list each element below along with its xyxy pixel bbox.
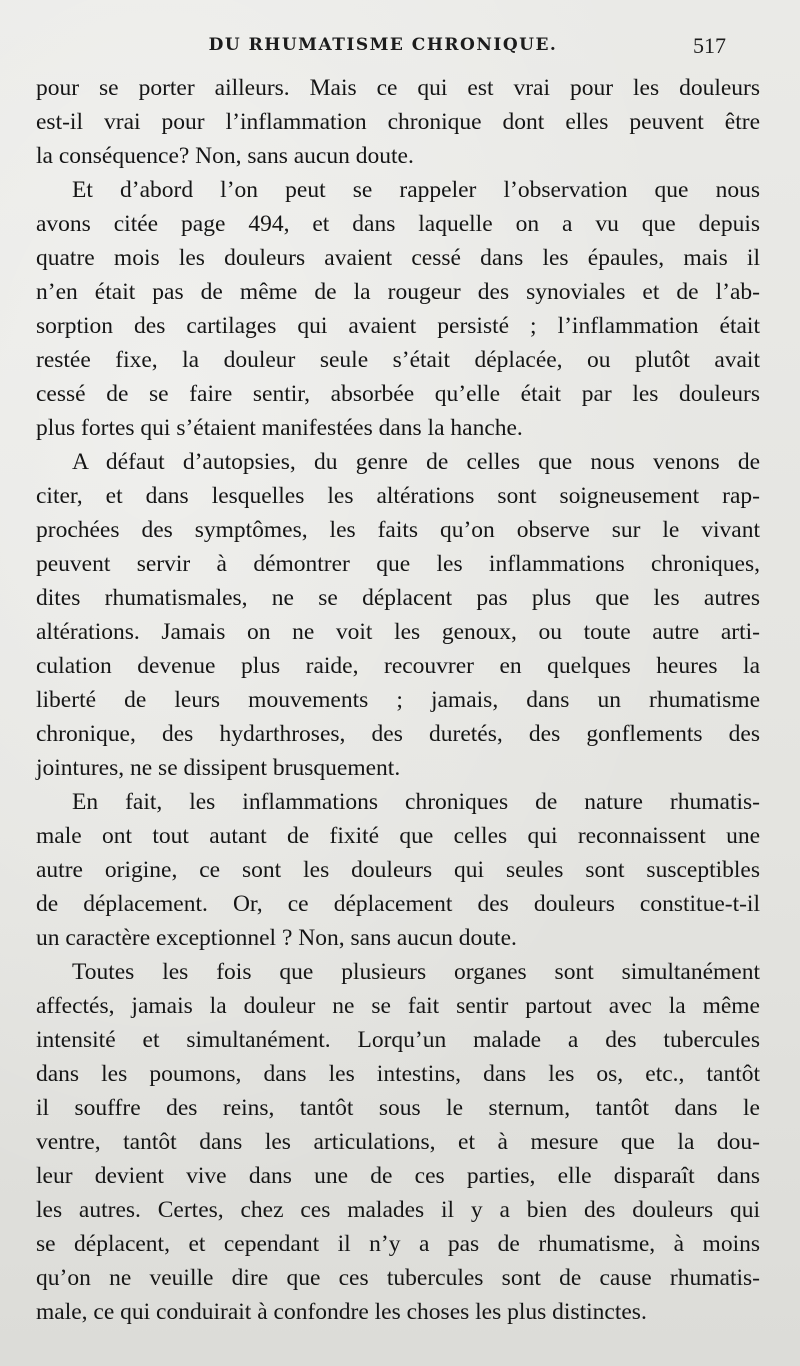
paragraph (36, 71, 760, 173)
text-line: pour se porter ailleurs. Mais ce qui est vrai pour les douleurs (36, 75, 760, 101)
text-line: la conséquence? Non, sans aucun doute. (36, 143, 414, 169)
text-line: n’en était pas de même de la rougeur des synoviales et de l’ab- (36, 279, 760, 305)
text-line: Et d’abord l’on peut se rappeler l’observation que nous (72, 177, 760, 203)
text-line: cessé de se faire sentir, absorbée qu’elle était par les douleurs (36, 381, 760, 407)
running-head: DU RHUMATISME CHRONIQUE. (208, 35, 558, 55)
text-line: se déplacent, et cependant il n’y a pas de rhumatisme, à moins (36, 1231, 760, 1257)
page-number: 517 (693, 33, 726, 58)
text-line: male, ce qui conduirait à confondre les choses les plus distinctes. (36, 1299, 647, 1325)
text-line: dites rhumatismales, ne se déplacent pas plus que les autres (36, 585, 760, 611)
paragraph (36, 785, 760, 955)
text-line: leur devient vive dans une de ces parties, elle disparaît dans (36, 1163, 760, 1189)
text-line: les autres. Certes, chez ces malades il y a bien des douleurs qui (36, 1197, 760, 1223)
text-line: il souffre des reins, tantôt sous le sternum, tantôt dans le (36, 1095, 760, 1121)
text-line: avons citée page 494, et dans laquelle on a vu que depuis (36, 211, 760, 237)
text-line: citer, et dans lesquelles les altérations sont soigneusement rap- (36, 483, 760, 509)
text-line: restée fixe, la douleur seule s’était déplacée, ou plutôt avait (36, 347, 760, 373)
text-line: plus fortes qui s’étaient manifestées dans la hanche. (36, 415, 523, 441)
page-header (40, 33, 726, 63)
text-line: altérations. Jamais on ne voit les genoux, ou toute autre arti- (36, 619, 760, 645)
text-line: sorption des cartilages qui avaient persisté ; l’inflammation était (36, 313, 760, 339)
text-line: culation devenue plus raide, recouvrer en quelques heures la (36, 653, 760, 679)
text-line: est-il vrai pour l’inflammation chronique dont elles peuvent être (36, 109, 760, 135)
paragraph (36, 445, 760, 785)
text-line: quatre mois les douleurs avaient cessé dans les épaules, mais il (36, 245, 760, 271)
text-line: A défaut d’autopsies, du genre de celles que nous venons de (72, 449, 760, 475)
text-line: qu’on ne veuille dire que ces tubercules sont de cause rhumatis- (36, 1265, 760, 1291)
text-line: ventre, tantôt dans les articulations, et à mesure que la dou- (36, 1129, 760, 1155)
paragraph (36, 173, 760, 445)
text-line: intensité et simultanément. Lorqu’un malade a des tubercules (36, 1027, 760, 1053)
text-line: de déplacement. Or, ce déplacement des douleurs constitue-t-il (36, 891, 760, 917)
text-line: Toutes les fois que plusieurs organes sont simultanément (72, 959, 760, 985)
text-line: prochées des symptômes, les faits qu’on observe sur le vivant (36, 517, 760, 543)
text-line: En fait, les inflammations chroniques de nature rhumatis- (72, 789, 760, 815)
text-line: autre origine, ce sont les douleurs qui seules sont susceptibles (36, 857, 760, 883)
text-line: un caractère exceptionnel ? Non, sans aucun doute. (36, 925, 517, 951)
text-line: affectés, jamais la douleur ne se fait sentir partout avec la même (36, 993, 760, 1019)
paragraph (36, 955, 760, 1329)
text-line: jointures, ne se dissipent brusquement. (36, 755, 401, 781)
text-line: chronique, des hydarthroses, des duretés, des gonflements des (36, 721, 760, 747)
text-line: liberté de leurs mouvements ; jamais, dans un rhumatisme (36, 687, 760, 713)
text-line: peuvent servir à démontrer que les inflammations chroniques, (36, 551, 760, 577)
body-text (36, 71, 760, 1329)
text-line: dans les poumons, dans les intestins, dans les os, etc., tantôt (36, 1061, 760, 1087)
text-line: male ont tout autant de fixité que celles qui reconnaissent une (36, 823, 760, 849)
